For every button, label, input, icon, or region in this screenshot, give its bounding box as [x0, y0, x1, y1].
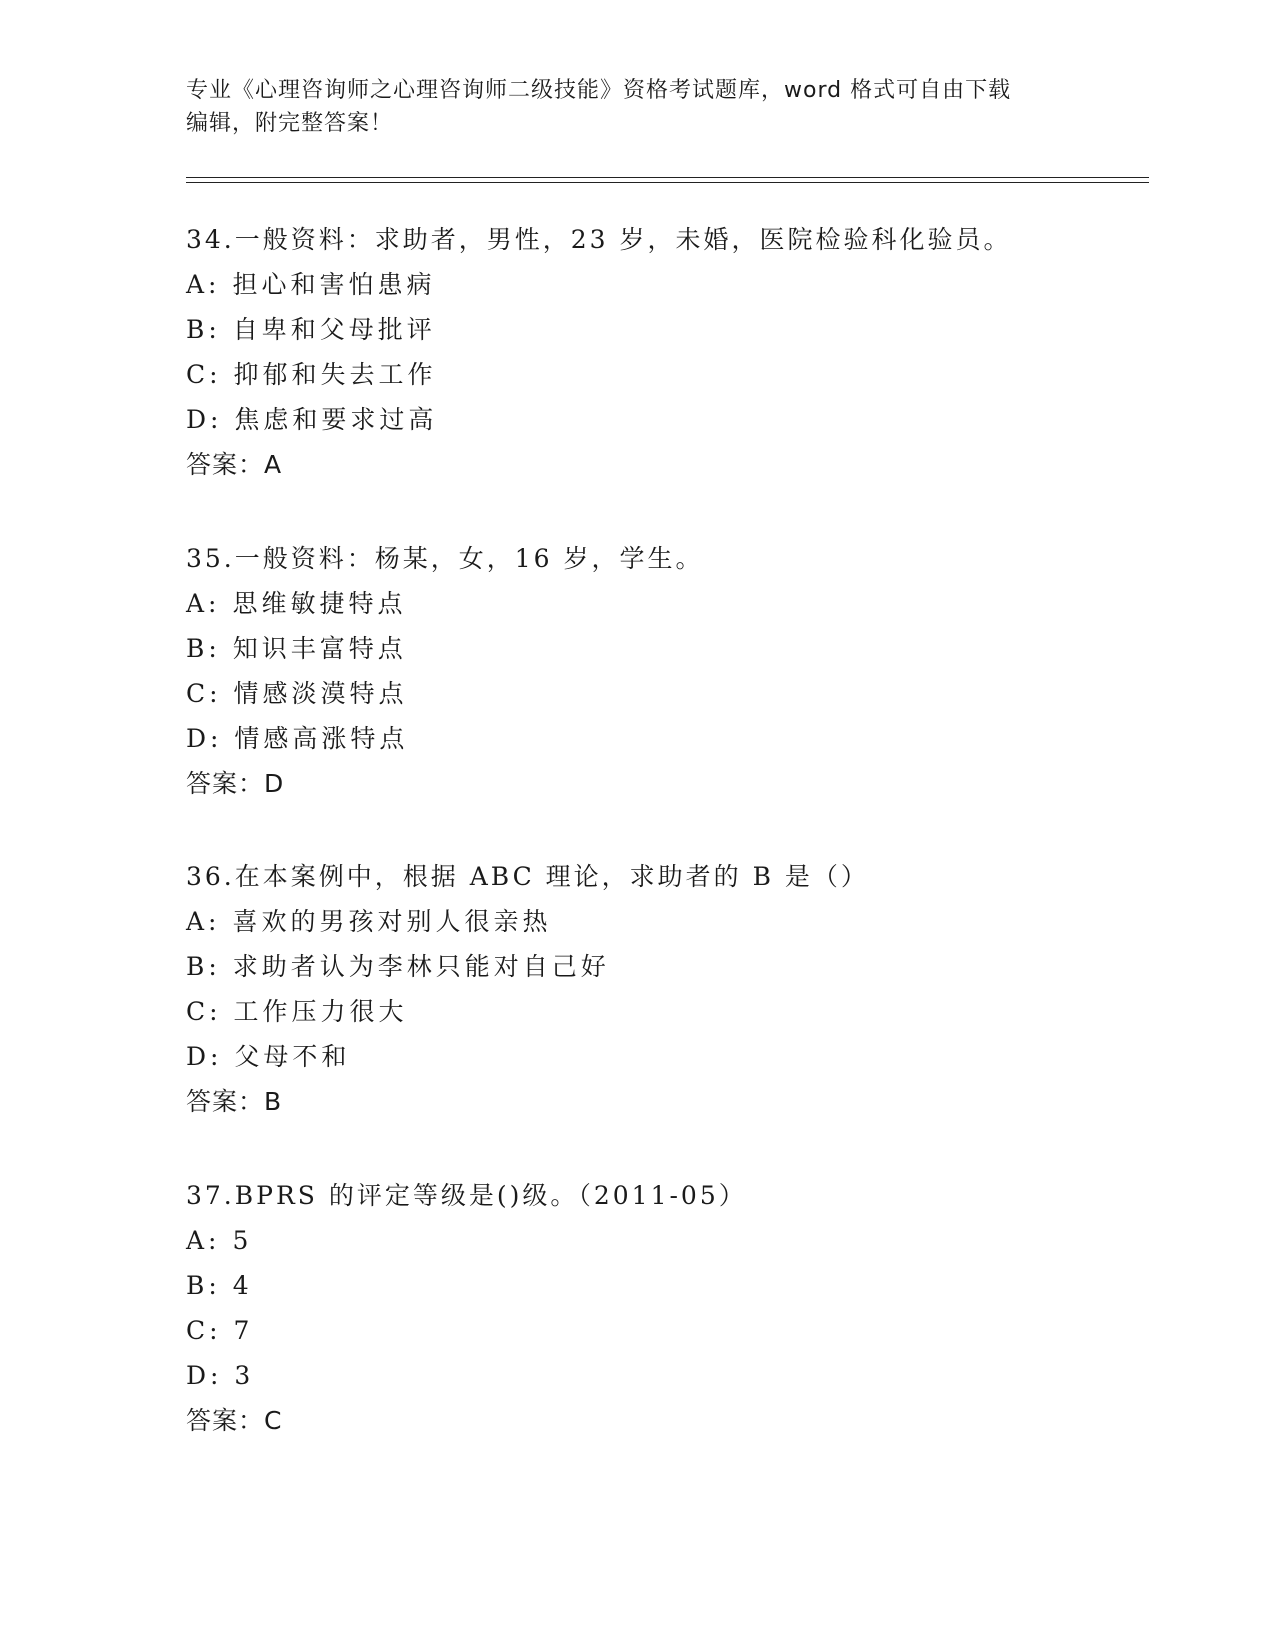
option-key: C: — [186, 679, 222, 708]
option-text: 4 — [232, 1271, 253, 1300]
option-text: 工作压力很大 — [233, 997, 408, 1026]
answer-line: 答案：C — [186, 1406, 283, 1435]
question-stem: 34.一般资料：求助者，男性，23 岁，未婚，医院检验科化验员。 — [186, 225, 1012, 254]
option-key: A: — [186, 907, 221, 936]
option-d — [186, 716, 1136, 761]
option-key: C: — [186, 1316, 222, 1345]
question-block — [186, 536, 1136, 806]
option-a — [186, 581, 1136, 626]
option-text: 情感淡漠特点 — [233, 679, 408, 708]
option-text: 自卑和父母批评 — [232, 315, 436, 344]
option-text: 思维敏捷特点 — [232, 589, 407, 618]
option-a — [186, 899, 1136, 944]
answer-line: 答案：D — [186, 769, 285, 798]
option-text: 5 — [232, 1226, 253, 1255]
option-key: D: — [186, 724, 223, 753]
question-block — [186, 1173, 1136, 1443]
question-block — [186, 854, 1136, 1124]
option-text: 抑郁和失去工作 — [233, 360, 437, 389]
option-key: A: — [186, 270, 221, 299]
option-b — [186, 1263, 1136, 1308]
option-c — [186, 671, 1136, 716]
option-text: 知识丰富特点 — [232, 634, 407, 663]
answer-line: 答案：B — [186, 1087, 283, 1116]
option-key: B: — [186, 315, 221, 344]
option-text: 情感高涨特点 — [234, 724, 409, 753]
option-text: 求助者认为李林只能对自己好 — [232, 952, 610, 981]
question-stem: 35.一般资料：杨某，女，16 岁，学生。 — [186, 544, 704, 573]
option-c — [186, 1308, 1136, 1353]
header-line-2: 编辑，附完整答案！ — [186, 111, 394, 136]
option-text: 7 — [233, 1316, 254, 1345]
question-stem: 36.在本案例中，根据 ABC 理论，求助者的 B 是（） — [186, 862, 869, 891]
option-b — [186, 307, 1136, 352]
option-a — [186, 1218, 1136, 1263]
document-header — [186, 74, 1086, 140]
option-text: 父母不和 — [234, 1042, 351, 1071]
option-key: C: — [186, 997, 222, 1026]
option-d — [186, 397, 1136, 442]
option-text: 担心和害怕患病 — [232, 270, 436, 299]
option-c — [186, 352, 1136, 397]
option-text: 喜欢的男孩对别人很亲热 — [232, 907, 552, 936]
option-c — [186, 989, 1136, 1034]
option-key: C: — [186, 360, 222, 389]
option-a — [186, 262, 1136, 307]
option-d — [186, 1353, 1136, 1398]
option-key: B: — [186, 1271, 221, 1300]
option-key: B: — [186, 634, 221, 663]
question-stem: 37.BPRS 的评定等级是()级。（2011-05） — [186, 1181, 747, 1210]
header-divider-bottom — [186, 182, 1149, 183]
option-b — [186, 626, 1136, 671]
option-key: D: — [186, 1042, 223, 1071]
option-text: 焦虑和要求过高 — [234, 405, 438, 434]
question-block — [186, 217, 1136, 487]
answer-line: 答案：A — [186, 450, 283, 479]
option-key: D: — [186, 1361, 223, 1390]
option-key: D: — [186, 405, 223, 434]
option-key: A: — [186, 589, 221, 618]
header-divider-top — [186, 177, 1149, 178]
option-key: B: — [186, 952, 221, 981]
header-line-1: 专业《心理咨询师之心理咨询师二级技能》资格考试题库，word 格式可自由下载 — [186, 78, 1012, 103]
option-b — [186, 944, 1136, 989]
option-text: 3 — [234, 1361, 255, 1390]
option-d — [186, 1034, 1136, 1079]
option-key: A: — [186, 1226, 221, 1255]
